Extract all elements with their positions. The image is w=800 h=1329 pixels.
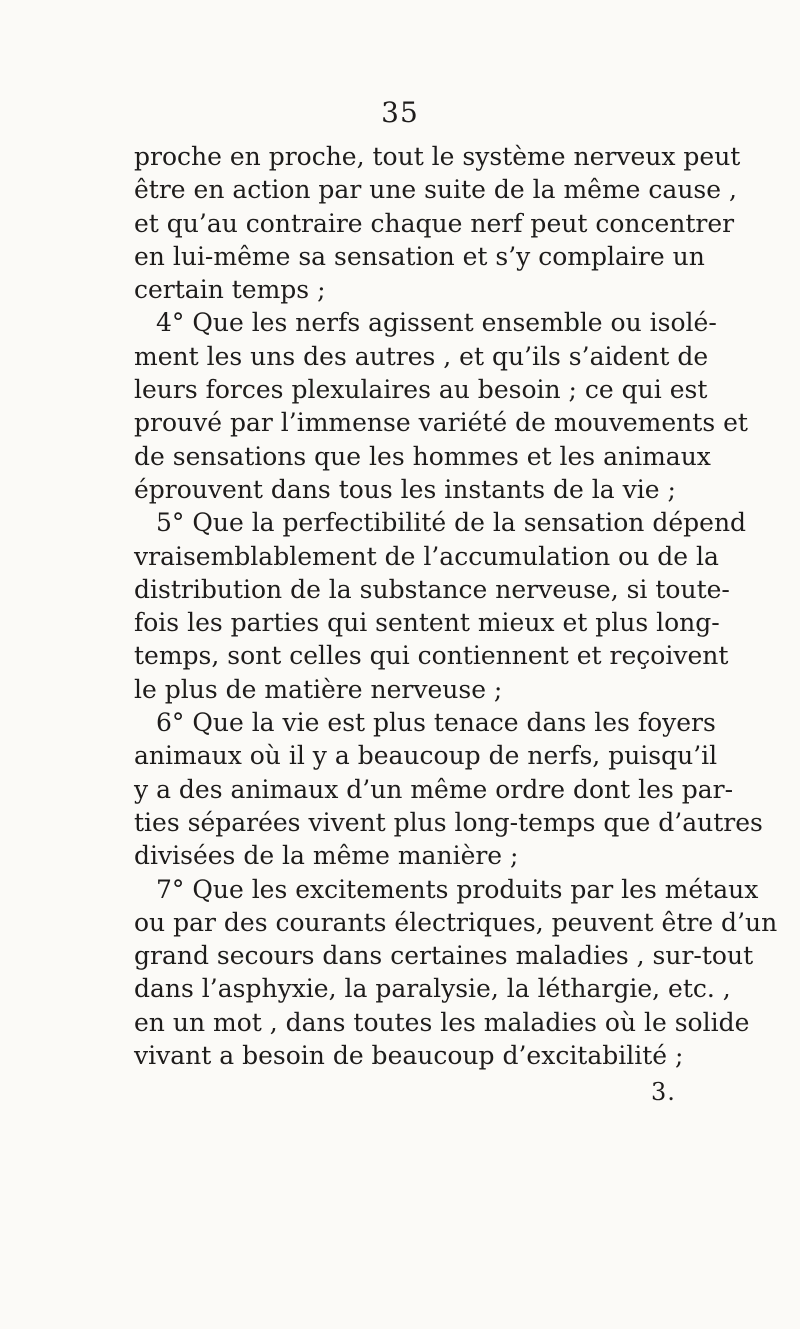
text-line: de sensations que les hommes et les animaux bbox=[134, 441, 711, 471]
text-line: le plus de matière nerveuse ; bbox=[134, 674, 503, 704]
text-line: en lui-même sa sensation et s’y complaire un bbox=[134, 241, 705, 271]
text-line: distribution de la substance nerveuse, si toute- bbox=[134, 574, 730, 604]
text-line: éprouvent dans tous les instants de la vie ; bbox=[134, 474, 676, 504]
text-line: 5° Que la perfectibilité de la sensation dépend bbox=[156, 508, 747, 538]
text-line: vraisemblablement de l’accumulation ou de la bbox=[134, 541, 719, 571]
signature-mark: 3. bbox=[651, 1078, 676, 1106]
text-line: y a des animaux d’un même ordre dont les par- bbox=[134, 774, 734, 804]
text-line: ou par des courants électriques, peuvent être d’un bbox=[134, 907, 778, 937]
text-line: et qu’au contraire chaque nerf peut concentrer bbox=[134, 208, 735, 238]
text-line: leurs forces plexulaires au besoin ; ce qui est bbox=[134, 375, 708, 405]
page-number: 35 bbox=[381, 96, 419, 129]
body-text bbox=[134, 140, 778, 1072]
text-line: ties séparées vivent plus long-temps que d’autres bbox=[134, 807, 763, 837]
text-line: être en action par une suite de la même cause , bbox=[134, 175, 737, 205]
text-line: temps, sont celles qui contiennent et reçoivent bbox=[134, 641, 729, 671]
text-line: ment les uns des autres , et qu’ils s’aident de bbox=[134, 341, 709, 371]
text-line: proche en proche, tout le système nerveux peut bbox=[134, 142, 741, 171]
text-line: en un mot , dans toutes les maladies où le solide bbox=[134, 1007, 750, 1037]
text-line: 6° Que la vie est plus tenace dans les foyers bbox=[156, 708, 716, 738]
text-line: certain temps ; bbox=[134, 275, 326, 305]
text-line: 4° Que les nerfs agissent ensemble ou isolé- bbox=[156, 308, 717, 338]
text-line: vivant a besoin de beaucoup d’excitabilité ; bbox=[134, 1041, 684, 1071]
text-line: dans l’asphyxie, la paralysie, la léthargie, etc. , bbox=[134, 974, 731, 1004]
text-line: divisées de la même manière ; bbox=[134, 841, 519, 871]
text-line: grand secours dans certaines maladies , sur-tout bbox=[134, 941, 754, 971]
text-line: fois les parties qui sentent mieux et plus long- bbox=[134, 608, 720, 638]
text-line: animaux où il y a beaucoup de nerfs, puisqu’il bbox=[134, 741, 718, 771]
text-line: 7° Que les excitements produits par les métaux bbox=[156, 874, 759, 904]
text-line: prouvé par l’immense variété de mouvements et bbox=[134, 408, 748, 438]
